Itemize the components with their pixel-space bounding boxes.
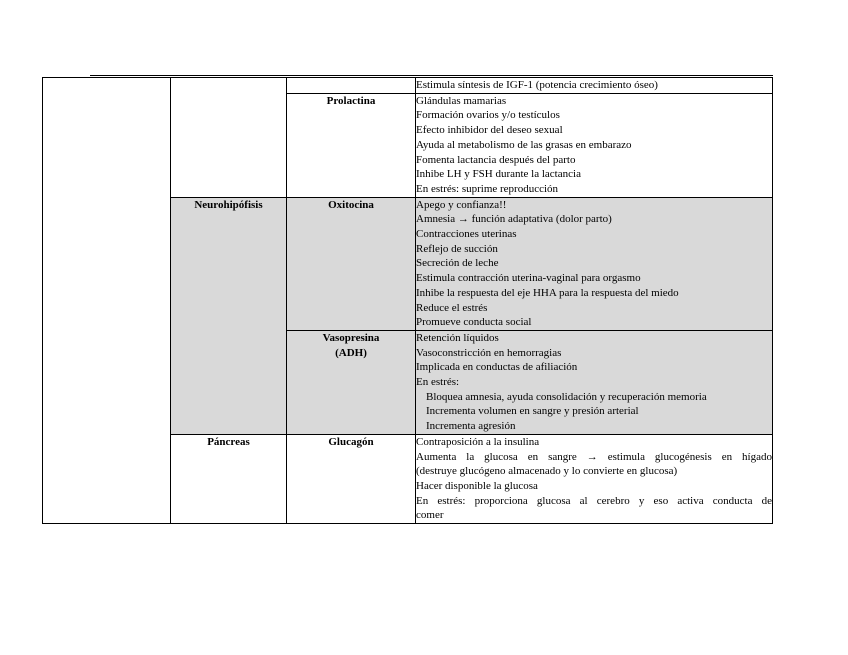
text-line: Glándulas mamarias (416, 94, 507, 107)
oxitocina-description (416, 197, 773, 330)
text-line: Amnesia → función adaptativa (dolor parto) (416, 213, 612, 226)
gland-name-neurohipofisis: Neurohipófisis (171, 197, 287, 434)
gland-name-pancreas: Páncreas (171, 434, 287, 523)
text-line: Contraposición a la insulina (416, 435, 540, 448)
igf-description (416, 78, 773, 94)
text-line: Estimula síntesis de IGF-1 (potencia crecimiento óseo) (416, 79, 658, 91)
hormone-name-vasopresina (287, 330, 416, 434)
text-subline: Bloquea amnesia, ayuda consolidación y recuperación memoria (426, 390, 707, 403)
text-line: Secreción de leche (416, 257, 499, 270)
text-line: Aumenta la glucosa en sangre → estimula glucogénesis en hígado (416, 450, 772, 463)
hormone-abbrev: (ADH) (335, 346, 367, 359)
glucagon-description (416, 434, 773, 523)
first-column-cell (43, 78, 171, 524)
text-line: Fomenta lactancia después del parto (416, 153, 576, 166)
hormone-cell-empty (287, 78, 416, 94)
table-row (43, 78, 773, 94)
prolactina-description (416, 93, 773, 197)
text-line: Estimula contracción uterina-vaginal para orgasmo (416, 272, 641, 285)
top-rule (90, 75, 773, 76)
text-line: Apego y confianza!! (416, 198, 507, 211)
text-line: Reflejo de succión (416, 242, 498, 255)
text-line: comer (416, 509, 444, 522)
hormone-name-glucagon: Glucagón (287, 434, 416, 523)
text-line: Ayuda al metabolismo de las grasas en embarazo (416, 138, 632, 151)
text-subline: Incrementa agresión (426, 420, 516, 433)
vasopresina-description (416, 330, 773, 434)
text-line: Retención líquidos (416, 331, 499, 344)
text-subline: Incrementa volumen en sangre y presión arterial (426, 405, 639, 418)
text-line: Promueve conducta social (416, 316, 532, 329)
text-line: En estrés: (416, 376, 460, 389)
hormone-name-oxitocina: Oxitocina (287, 197, 416, 330)
text-line: En estrés: suprime reproducción (416, 182, 559, 195)
text-line: Contracciones uterinas (416, 228, 517, 241)
hormone-name-line: Vasopresina (322, 331, 380, 344)
text-line: Inhibe LH y FSH durante la lactancia (416, 168, 581, 181)
hormone-table (42, 77, 773, 524)
text-line: Inhibe la respuesta del eje HHA para la respuesta del miedo (416, 286, 679, 299)
gland-cell-empty (171, 78, 287, 198)
text-line: Vasoconstricción en hemorragias (416, 346, 562, 359)
text-line: Hacer disponible la glucosa (416, 479, 538, 492)
text-line: En estrés: proporciona glucosa al cerebro y eso activa conducta de (416, 494, 772, 507)
text-line: Implicada en conductas de afiliación (416, 361, 578, 374)
hormone-name-prolactina: Prolactina (287, 93, 416, 197)
text-line: Reduce el estrés (416, 301, 488, 314)
text-line: (destruye glucógeno almacenado y lo convierte en glucosa) (416, 465, 678, 478)
text-line: Formación ovarios y/o testículos (416, 109, 560, 122)
text-line: Efecto inhibidor del deseo sexual (416, 124, 563, 137)
